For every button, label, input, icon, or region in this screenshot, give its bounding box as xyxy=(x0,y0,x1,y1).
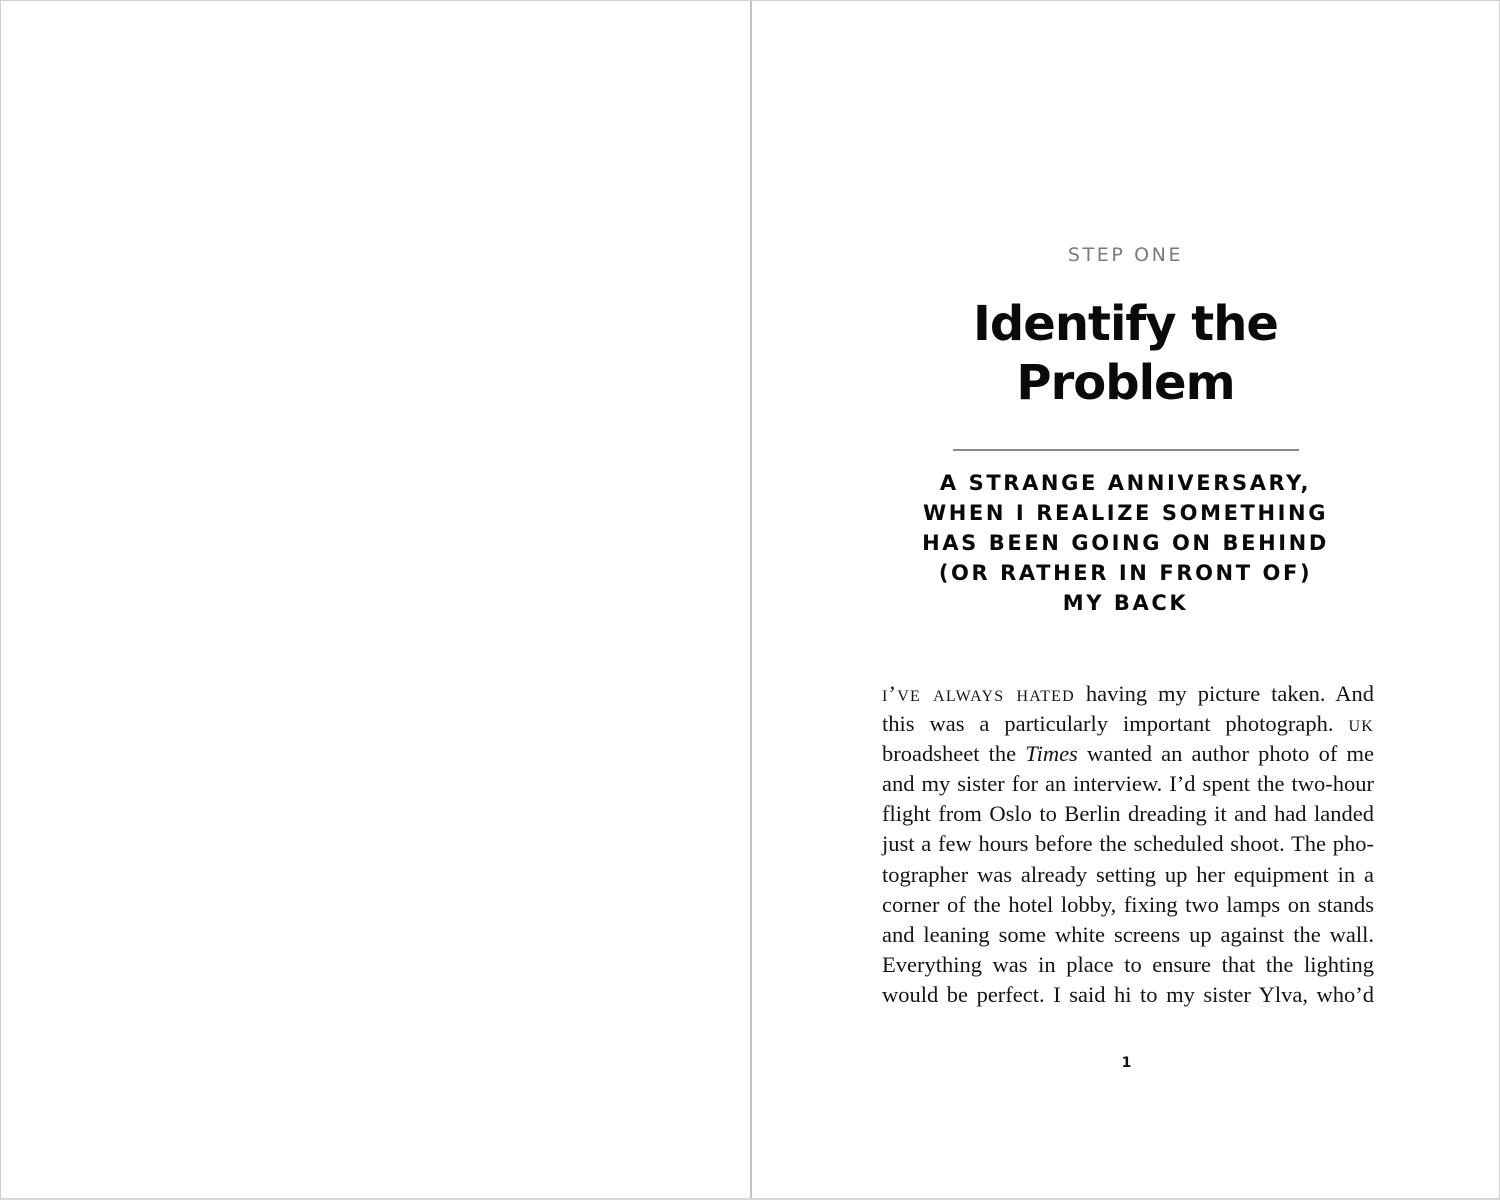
body-text-run: this was a particularly important photograph. xyxy=(882,711,1349,737)
page-number: 1 xyxy=(1121,1055,1132,1071)
subtitle-line: A STRANGE ANNIVERSARY, xyxy=(939,471,1312,495)
body-line xyxy=(882,709,1374,739)
body-line xyxy=(882,679,1374,709)
subtitle-line: HAS BEEN GOING ON BEHIND xyxy=(922,531,1329,555)
chapter-title xyxy=(752,295,1499,413)
left-page-blank xyxy=(1,1,750,1198)
chapter-title-line: Identify the xyxy=(973,296,1278,352)
step-label: STEP ONE xyxy=(1067,244,1184,266)
body-line: just a few hours before the scheduled shoot. The pho- xyxy=(882,831,1374,857)
body-text-run: broadsheet the xyxy=(882,741,1026,767)
body-line: and my sister for an interview. I’d spent the two-hour xyxy=(882,771,1374,797)
body-line: tographer was already setting up her equipment in a xyxy=(882,861,1374,887)
body-line: and leaning some white screens up against the wall. xyxy=(882,921,1374,947)
right-page xyxy=(752,1,1499,1198)
chapter-subtitle xyxy=(752,468,1499,618)
body-line: corner of the hotel lobby, fixing two lamps on stands xyxy=(882,891,1374,917)
body-line: would be perfect. I said hi to my sister Ylva, who’d xyxy=(882,981,1374,1007)
body-line: flight from Oslo to Berlin dreading it and had landed xyxy=(882,801,1374,827)
subtitle-line: (OR RATHER IN FRONT OF) xyxy=(938,561,1313,585)
abbreviation-smallcaps: uk xyxy=(1348,711,1374,737)
body-text-run: having my picture taken. And xyxy=(1074,681,1374,706)
publication-title-italic: Times xyxy=(1025,741,1078,767)
chapter-title-line: Problem xyxy=(1016,355,1235,411)
title-divider-rule xyxy=(953,449,1299,451)
body-line: Everything was in place to ensure that the lighting xyxy=(882,951,1374,977)
body-paragraph xyxy=(882,679,1374,1010)
body-line xyxy=(882,739,1374,769)
subtitle-line: MY BACK xyxy=(1062,591,1189,615)
body-text-run: wanted an author photo of me xyxy=(1077,741,1375,767)
subtitle-line: WHEN I REALIZE SOMETHING xyxy=(922,501,1329,525)
lead-in-smallcaps: i’ve always hated xyxy=(882,681,1075,706)
